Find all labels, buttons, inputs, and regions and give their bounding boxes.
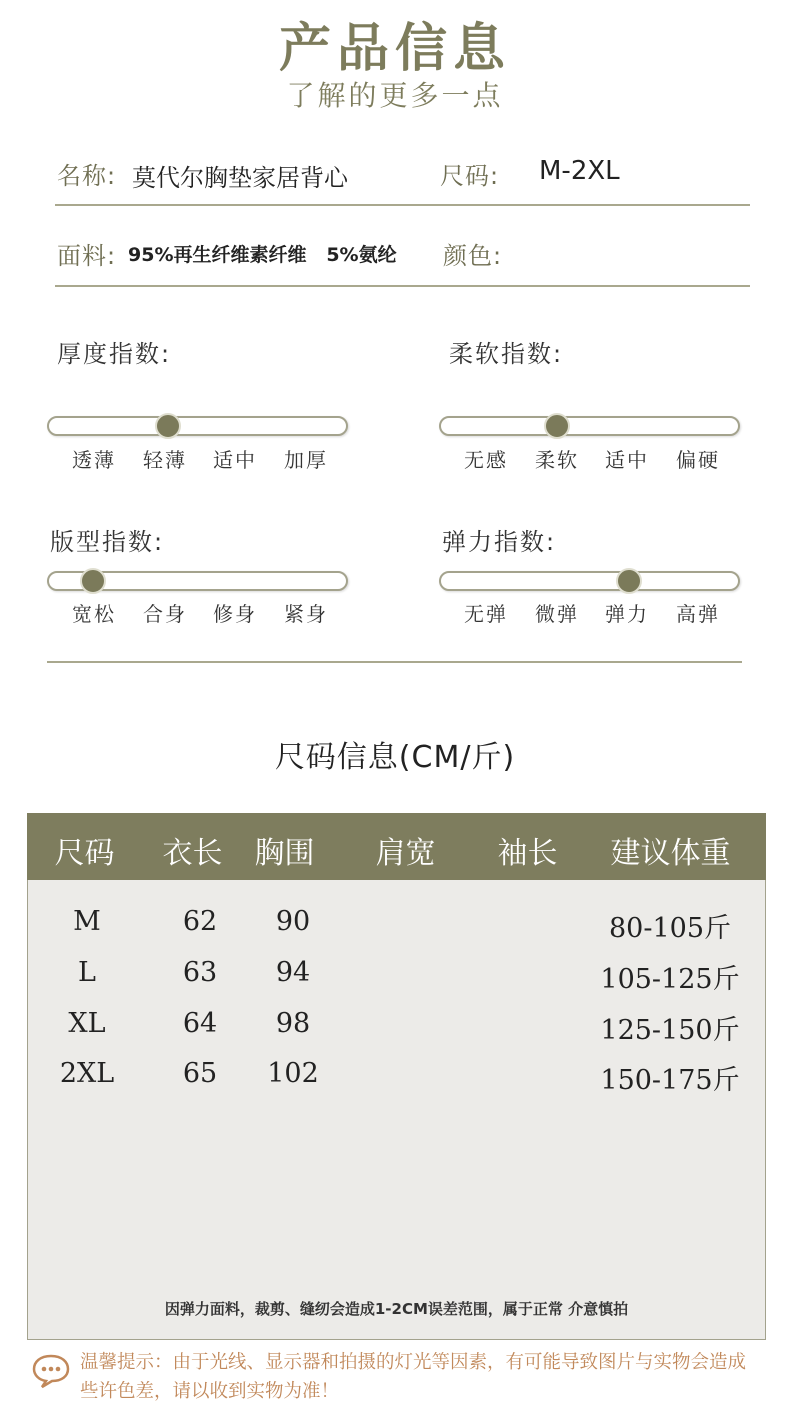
header-size: 尺码 [54, 836, 115, 871]
fit-tick: 修身 [213, 602, 257, 626]
table-cell: 80-105斤 [608, 913, 731, 944]
divider [47, 661, 742, 663]
table-cell: 63 [182, 957, 218, 988]
name-value: 莫代尔胸垫家居背心 [132, 164, 348, 192]
softness-knob [544, 413, 570, 439]
name-label: 名称: [57, 162, 117, 190]
page-title: 产品信息 [278, 19, 511, 79]
table-cell: XL [68, 1008, 106, 1039]
softness-index-title: 柔软指数: [449, 340, 564, 368]
softness-tick: 柔软 [535, 448, 579, 472]
thickness-tick: 适中 [213, 448, 257, 472]
thickness-index-title: 厚度指数: [57, 340, 172, 368]
elasticity-knob [616, 568, 642, 594]
fabric-value: 95%再生纤维素纤维 5%氨纶 [128, 244, 397, 266]
tips-text: 温馨提示：由于光线、显示器和拍摄的灯光等因素，有可能导致图片与实物会造成些许色差，请以收到实物为准！ [80, 1352, 747, 1402]
divider [55, 204, 750, 206]
size-table-title: 尺码信息(CM/斤) [274, 740, 516, 775]
elasticity-tick: 无弹 [464, 602, 508, 626]
table-cell: 65 [182, 1058, 218, 1089]
fabric-label: 面料: [57, 242, 117, 270]
table-cell: 2XL [59, 1058, 115, 1089]
page-subtitle: 了解的更多一点 [286, 79, 504, 112]
table-cell: 62 [182, 906, 218, 937]
size-note: 因弹力面料，裁剪、缝纫会造成1-2CM误差范围，属于正常 介意慎拍 [164, 1300, 629, 1318]
fit-tick: 紧身 [284, 602, 328, 626]
header-length: 衣长 [162, 836, 223, 871]
elasticity-tick: 高弹 [676, 602, 720, 626]
softness-tick: 适中 [605, 448, 649, 472]
softness-tick: 无感 [464, 448, 508, 472]
softness-slider [439, 416, 740, 436]
header-weight: 建议体重 [610, 836, 731, 871]
thickness-slider [47, 416, 348, 436]
fit-tick: 宽松 [72, 602, 116, 626]
table-cell: 90 [275, 906, 311, 937]
elasticity-tick: 微弹 [535, 602, 579, 626]
fit-index-title: 版型指数: [50, 528, 165, 556]
table-cell: L [78, 957, 96, 988]
header-shoulder: 肩宽 [375, 836, 436, 871]
thickness-knob [155, 413, 181, 439]
elasticity-slider [439, 571, 740, 591]
speech-bubble-icon [31, 1353, 71, 1393]
elasticity-tick: 弹力 [605, 602, 649, 626]
thickness-tick: 透薄 [72, 448, 116, 472]
divider [55, 285, 750, 287]
fit-knob [80, 568, 106, 594]
table-cell: 94 [275, 957, 311, 988]
fit-tick: 合身 [143, 602, 187, 626]
softness-tick: 偏硬 [676, 448, 720, 472]
table-cell: 105-125斤 [600, 964, 740, 995]
thickness-tick: 轻薄 [143, 448, 187, 472]
size-label: 尺码: [440, 162, 500, 190]
table-cell: 150-175斤 [600, 1065, 740, 1096]
table-cell: 98 [275, 1008, 311, 1039]
color-label: 颜色: [443, 242, 503, 270]
size-value: M-2XL [539, 156, 620, 186]
table-cell: 102 [267, 1058, 319, 1089]
thickness-tick: 加厚 [284, 448, 328, 472]
header-sleeve: 袖长 [497, 836, 558, 871]
header-bust: 胸围 [254, 836, 315, 871]
table-cell: 125-150斤 [600, 1015, 740, 1046]
elasticity-index-title: 弹力指数: [442, 528, 557, 556]
table-cell: M [73, 906, 101, 937]
table-cell: 64 [182, 1008, 218, 1039]
